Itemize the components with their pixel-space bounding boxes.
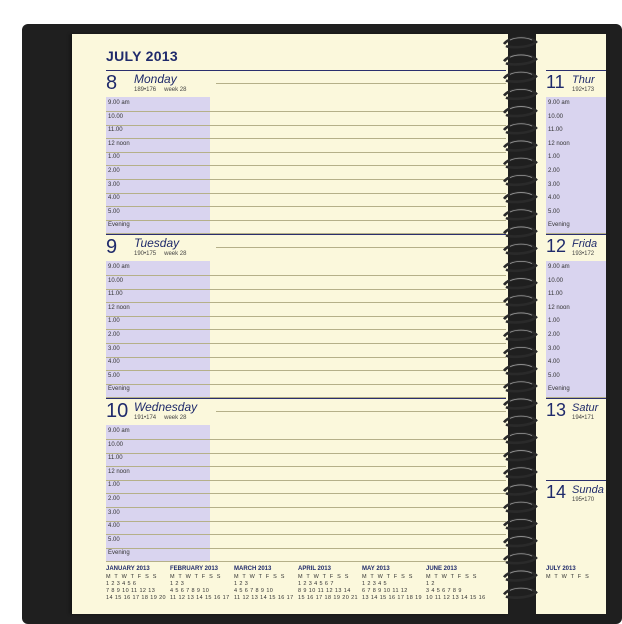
time-label: 2.00 xyxy=(108,332,120,338)
time-label: 9.00 am xyxy=(108,428,130,434)
spiral-ring xyxy=(504,588,536,597)
spiral-ring xyxy=(504,210,536,219)
spiral-ring xyxy=(504,261,536,270)
day-number: 9 xyxy=(106,236,118,258)
spiral-ring xyxy=(504,89,536,98)
spiral-ring xyxy=(504,365,536,374)
left-page xyxy=(72,34,508,614)
mini-week-row: 4 5 6 7 8 9 10 xyxy=(170,588,210,594)
time-label: 11.00 xyxy=(548,291,563,298)
spiral-ring xyxy=(504,193,536,202)
spiral-ring xyxy=(504,485,536,494)
time-row[interactable] xyxy=(546,383,606,398)
mini-week-row: 1 2 3 4 5 6 7 xyxy=(298,581,334,587)
mini-month: MAY 2013 xyxy=(362,566,390,572)
day-count: 194•171 xyxy=(572,415,595,421)
spiral-ring xyxy=(504,347,536,356)
spiral-binding xyxy=(500,34,540,600)
week-number: week 28 xyxy=(164,87,187,93)
spiral-ring xyxy=(504,313,536,322)
time-label: 10.00 xyxy=(548,113,564,120)
time-label: 1.00 xyxy=(548,154,560,161)
spiral-ring xyxy=(504,502,536,511)
mini-week-row: 3 4 5 6 7 8 9 xyxy=(426,588,462,594)
note-line xyxy=(216,83,506,84)
mini-month: MARCH 2013 xyxy=(234,566,272,572)
mini-week-row: 1 2 3 4 5 xyxy=(362,581,388,587)
mini-month: APRIL 2013 xyxy=(298,566,331,572)
time-label: 5.00 xyxy=(548,372,560,379)
mini-week-row: 8 9 10 11 12 13 14 xyxy=(298,588,351,594)
time-label: 4.00 xyxy=(108,359,120,366)
note-line xyxy=(216,247,506,248)
mini-weekdays: M T W T F S S xyxy=(362,574,414,580)
day-rule xyxy=(546,70,606,71)
day-count: 189•176 xyxy=(134,87,157,93)
right-mini-weekdays: M T W T F S xyxy=(546,574,590,580)
month-title: JULY 2013 xyxy=(106,48,178,64)
day-count: 192•173 xyxy=(572,87,595,93)
time-label: Evening xyxy=(108,386,130,393)
mini-week-row: 1 2 xyxy=(426,581,435,587)
time-label: 4.00 xyxy=(548,195,560,202)
time-label: 3.00 xyxy=(108,509,120,516)
mini-calendar xyxy=(106,566,166,601)
mini-week-row: 13 14 15 16 17 18 19 xyxy=(362,595,422,601)
right-mini-calendar xyxy=(546,566,606,580)
mini-week-row: 1 2 3 4 5 6 xyxy=(106,581,137,587)
time-label: 10.00 xyxy=(108,113,124,120)
time-label: 5.00 xyxy=(548,208,560,215)
spiral-ring xyxy=(504,296,536,305)
day-info xyxy=(134,87,186,93)
time-label: 1.00 xyxy=(108,154,120,161)
time-label: 4.00 xyxy=(548,359,560,366)
time-row[interactable] xyxy=(106,383,506,398)
time-label: 1.00 xyxy=(548,318,560,325)
day-number: 11 xyxy=(546,72,565,92)
time-row[interactable] xyxy=(546,219,606,234)
time-label: 11.00 xyxy=(548,127,563,134)
spiral-ring xyxy=(504,55,536,64)
spiral-ring xyxy=(504,72,536,81)
spiral-ring xyxy=(504,244,536,253)
mini-week-row: 1 2 3 xyxy=(234,581,249,587)
time-label: 3.00 xyxy=(108,345,120,352)
time-label: 12 noon xyxy=(548,304,570,311)
spiral-ring xyxy=(504,399,536,408)
day-count: 193•172 xyxy=(572,251,595,257)
mini-calendar xyxy=(234,566,294,601)
day-rule xyxy=(546,234,606,235)
mini-week-row: 10 11 12 13 14 15 16 xyxy=(426,595,486,601)
time-label: 4.00 xyxy=(108,523,120,530)
spiral-ring xyxy=(504,451,536,460)
spiral-ring xyxy=(504,554,536,563)
mini-month: JANUARY 2013 xyxy=(106,566,150,572)
time-label: 2.00 xyxy=(108,168,120,174)
day-info xyxy=(134,251,186,257)
time-label: 12 noon xyxy=(108,140,130,147)
mini-weekdays: M T W T F S S xyxy=(170,574,222,580)
mini-week-row: 11 12 13 14 15 16 17 xyxy=(170,595,230,601)
day-count: 191•174 xyxy=(134,415,157,421)
day-rule xyxy=(106,70,506,71)
time-label: 2.00 xyxy=(548,332,560,338)
mini-calendar xyxy=(298,566,358,601)
time-row[interactable] xyxy=(106,547,506,562)
day-number: 10 xyxy=(106,400,129,422)
spiral-ring xyxy=(504,124,536,133)
time-label: 9.00 am xyxy=(108,264,130,270)
note-line xyxy=(216,411,506,412)
time-label: 1.00 xyxy=(108,318,120,325)
day-number: 12 xyxy=(546,236,567,256)
spiral-ring xyxy=(504,158,536,167)
time-label: 1.00 xyxy=(108,482,120,489)
time-label: 9.00 am xyxy=(108,100,130,106)
time-label: 10.00 xyxy=(108,441,124,448)
time-label: 2.00 xyxy=(548,168,560,174)
mini-week-row: 7 8 9 10 11 12 13 xyxy=(106,588,156,594)
spiral-ring xyxy=(504,227,536,236)
day-rule xyxy=(546,398,606,399)
day-count: 190•175 xyxy=(134,251,157,257)
mini-week-row: 14 15 16 17 18 19 20 xyxy=(106,595,166,601)
day-rule xyxy=(546,480,606,481)
day-info xyxy=(134,415,186,421)
day-rule xyxy=(106,234,506,235)
day-name: Satur xyxy=(572,402,599,414)
mini-weekdays: M T W T F S S xyxy=(234,574,286,580)
mini-week-row: 1 2 3 xyxy=(170,581,185,587)
spiral-ring xyxy=(504,537,536,546)
day-number: 14 xyxy=(546,482,567,502)
spiral-ring xyxy=(504,38,536,47)
spiral-ring xyxy=(504,382,536,391)
mini-week-row: 6 7 8 9 10 11 12 xyxy=(362,588,408,594)
time-label: 10.00 xyxy=(108,277,124,284)
week-number: week 28 xyxy=(164,251,187,257)
time-label: 9.00 am xyxy=(548,264,570,270)
mini-calendar xyxy=(170,566,230,601)
mini-weekdays: M T W T F S S xyxy=(106,574,158,580)
day-count: 195•170 xyxy=(572,497,595,503)
day-name: Wednesday xyxy=(134,400,198,414)
time-label: 3.00 xyxy=(548,345,560,352)
mini-week-row: 4 5 6 7 8 9 10 xyxy=(234,588,274,594)
mini-week-row: 15 16 17 18 19 20 21 xyxy=(298,595,358,601)
spiral-ring xyxy=(504,330,536,339)
spiral-ring xyxy=(504,107,536,116)
time-label: 4.00 xyxy=(108,195,120,202)
time-label: 12 noon xyxy=(108,304,130,311)
spiral-ring xyxy=(504,433,536,442)
right-mini-month: JULY 2013 xyxy=(546,566,576,572)
time-label: 10.00 xyxy=(548,277,564,284)
day-name: Monday xyxy=(134,72,177,86)
time-label: 9.00 am xyxy=(548,100,570,106)
spiral-ring xyxy=(504,571,536,580)
time-label: 3.00 xyxy=(548,181,560,188)
time-label: 11.00 xyxy=(108,127,123,134)
day-name: Tuesday xyxy=(134,236,180,250)
mini-weekdays: M T W T F S S xyxy=(298,574,350,580)
right-page xyxy=(536,34,606,614)
day-rule xyxy=(106,398,506,399)
time-label: Evening xyxy=(108,222,130,229)
time-label: 12 noon xyxy=(108,468,130,475)
time-label: Evening xyxy=(108,550,130,557)
spiral-ring xyxy=(504,416,536,425)
day-name: Sunda xyxy=(572,484,604,496)
time-row[interactable] xyxy=(106,219,506,234)
time-label: 12 noon xyxy=(548,140,570,147)
day-name: Thur xyxy=(572,74,595,86)
spiral-ring xyxy=(504,468,536,477)
mini-weekdays: M T W T F S S xyxy=(426,574,478,580)
mini-calendar xyxy=(362,566,422,601)
day-name: Frida xyxy=(572,238,598,250)
spiral-ring xyxy=(504,141,536,150)
time-label: 3.00 xyxy=(108,181,120,188)
time-label: Evening xyxy=(548,222,570,229)
mini-month: JUNE 2013 xyxy=(426,566,458,572)
time-label: 5.00 xyxy=(108,372,120,379)
day-number: 13 xyxy=(546,400,567,420)
time-label: 5.00 xyxy=(108,208,120,215)
time-label: 5.00 xyxy=(108,536,120,543)
week-number: week 28 xyxy=(164,415,187,421)
spiral-ring xyxy=(504,519,536,528)
mini-month: FEBRUARY 2013 xyxy=(170,566,219,572)
time-label: 2.00 xyxy=(108,496,120,502)
mini-calendar xyxy=(426,566,486,601)
time-label: 11.00 xyxy=(108,291,123,298)
mini-week-row: 11 12 13 14 15 16 17 xyxy=(234,595,294,601)
day-number: 8 xyxy=(106,72,118,94)
spiral-ring xyxy=(504,279,536,288)
time-label: Evening xyxy=(548,386,570,393)
time-label: 11.00 xyxy=(108,455,123,462)
spiral-ring xyxy=(504,175,536,184)
